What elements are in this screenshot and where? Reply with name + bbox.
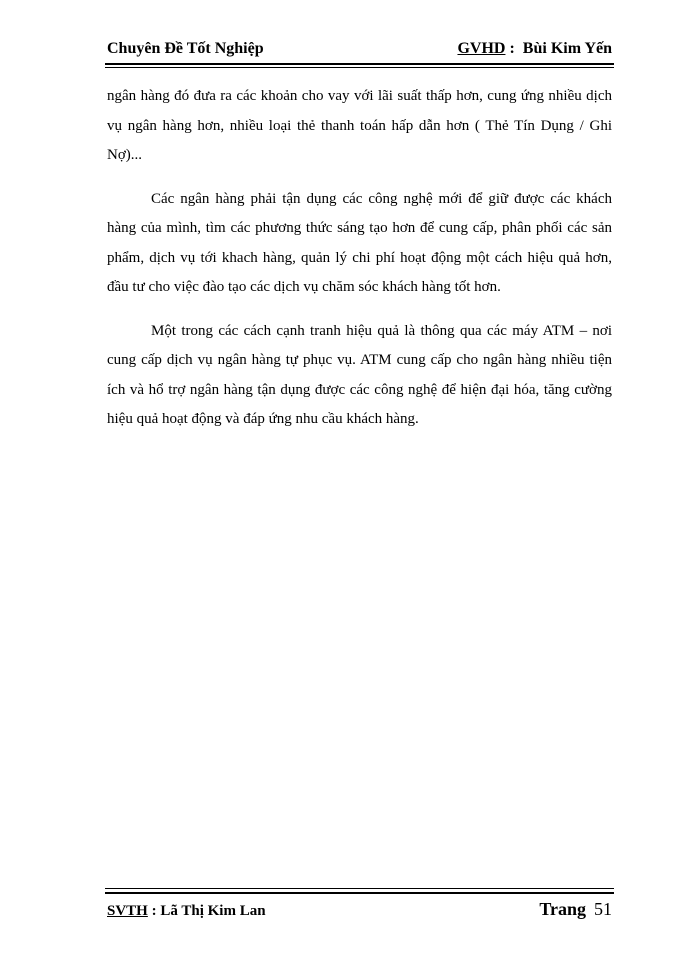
header-rule-thin <box>105 67 614 68</box>
advisor-separator: : <box>505 40 523 57</box>
footer-rule-thin <box>105 888 614 889</box>
advisor-info <box>457 40 612 58</box>
page-number: 51 <box>594 899 612 919</box>
student-label: SVTH <box>107 903 148 919</box>
advisor-name: Bùi Kim Yến <box>522 40 612 57</box>
document-title: Chuyên Đề Tốt Nghiệp <box>107 40 264 57</box>
page-indicator <box>539 899 612 920</box>
student-name: Lã Thị Kim Lan <box>160 903 266 919</box>
page-header <box>107 40 612 58</box>
paragraph-3: Một trong các cách cạnh tranh hiệu quả là thông qua các máy ATM – nơi cung cấp dịch vụ ngân hàng tự phục vụ. ATM cung cấp cho ngân hàng nhiều tiện ích và hổ trợ ngân hàng tận dụng được các công nghệ để hiện đại hóa, tăng cường hiệu quả hoạt động và đáp ứng nhu cầu khách hàng. <box>107 322 612 427</box>
body-text <box>107 82 612 449</box>
header-rule-thick <box>105 63 614 65</box>
student-separator: : <box>147 903 161 919</box>
footer-rule-thick <box>105 892 614 894</box>
paragraph-1: ngân hàng đó đưa ra các khoản cho vay với lãi suất thấp hơn, cung ứng nhiều dịch vụ ngân hàng hơn, nhiều loại thẻ thanh toán hấp dẫn hơn ( Thẻ Tín Dụng / Ghi Nợ)... <box>107 88 612 163</box>
student-info <box>107 903 266 920</box>
page-label: Trang <box>539 899 586 919</box>
page-footer <box>107 899 612 920</box>
paragraph-2: Các ngân hàng phải tận dụng các công nghệ mới để giữ được các khách hàng của mình, tìm các phương thức sáng tạo hơn để cung cấp, phân phối các sản phẩm, dịch vụ tới khach hàng, quản lý chi phí hoạt động một cách hiệu quả hơn, đầu tư cho việc đào tạo các dịch vụ chăm sóc khách hàng tốt hơn. <box>107 190 612 295</box>
advisor-label: GVHD <box>457 40 506 57</box>
